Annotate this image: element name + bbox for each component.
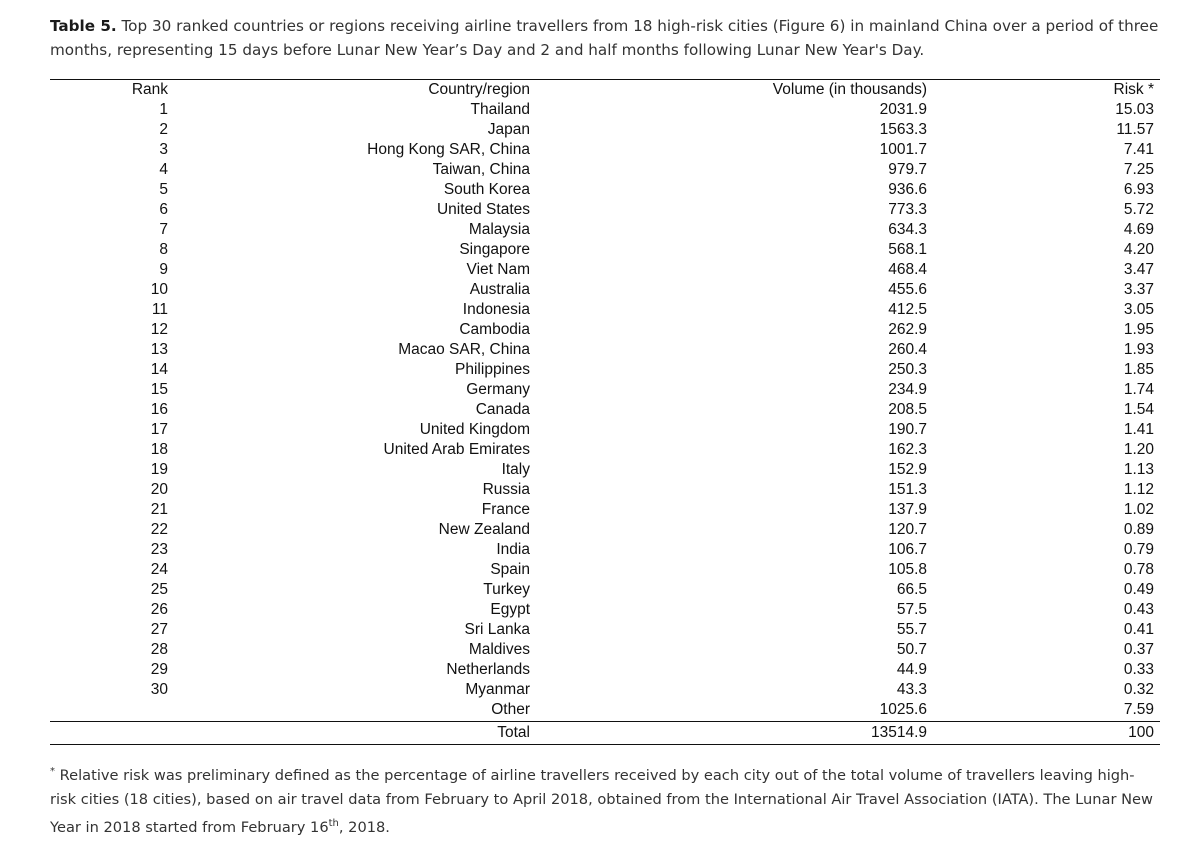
table-row <box>50 220 1160 240</box>
cell-rank: 30 <box>150 681 168 698</box>
caption-text: Top 30 ranked countries or regions receiving airline travellers from 18 high-risk cities (Figure 6) in mainland China over a period of three months, representing 15 days before Lunar New Year’s Day and 2 and half months following Lunar New Year's Day. <box>50 17 1159 59</box>
cell-risk: 3.47 <box>1123 261 1154 278</box>
cell-volume: 57.5 <box>896 601 927 618</box>
cell-country: Viet Nam <box>466 261 530 278</box>
cell-rank: 16 <box>150 401 168 418</box>
cell-country: United States <box>436 201 530 218</box>
cell-rank: 3 <box>159 141 168 158</box>
footnote-text: Relative risk was preliminary defined as the percentage of airline travellers received by each city out of the total volume of travellers leaving high-risk cities (18 cities), based on air travel data from February to April 2018, obtained from the International Air Travel Association (IATA). The Lunar New Year in 2018 started from February 16 <box>50 766 1153 836</box>
cell-country: Cambodia <box>459 321 530 338</box>
cell-rank: 9 <box>159 261 168 278</box>
cell-rank: 6 <box>159 201 168 218</box>
table-row <box>50 100 1160 120</box>
cell-country: Italy <box>501 461 530 478</box>
cell-risk: 0.43 <box>1123 601 1154 618</box>
cell-volume: 936.6 <box>888 181 927 198</box>
cell-volume: 260.4 <box>888 341 927 358</box>
cell-country: Philippines <box>455 361 530 378</box>
cell-country: Canada <box>475 401 530 418</box>
cell-volume: 250.3 <box>888 361 927 378</box>
cell-risk: 0.33 <box>1123 661 1154 678</box>
cell-risk: 7.25 <box>1123 161 1154 178</box>
cell-risk: 0.49 <box>1123 581 1154 598</box>
cell-rank: 14 <box>150 361 168 378</box>
cell-rank: 8 <box>159 241 168 258</box>
table-row <box>50 660 1160 680</box>
cell-rank: 11 <box>151 301 168 318</box>
cell-volume: 162.3 <box>888 441 927 458</box>
cell-volume: 13514.9 <box>870 724 927 741</box>
cell-country: Myanmar <box>465 681 530 698</box>
table-row <box>50 160 1160 180</box>
table-row <box>50 640 1160 660</box>
cell-country: South Korea <box>443 181 530 198</box>
cell-country: Hong Kong SAR, China <box>367 141 530 158</box>
cell-volume: 468.4 <box>888 261 927 278</box>
cell-risk: 11.57 <box>1116 121 1154 138</box>
header-country: Country/region <box>428 81 530 98</box>
cell-volume: 412.5 <box>888 301 927 318</box>
cell-volume: 105.8 <box>888 561 927 578</box>
table-row <box>50 340 1160 360</box>
table-row <box>50 320 1160 340</box>
cell-rank: 25 <box>150 581 168 598</box>
cell-rank: 15 <box>150 381 168 398</box>
cell-risk: 0.41 <box>1123 621 1154 638</box>
cell-country: Australia <box>469 281 530 298</box>
cell-rank: 18 <box>150 441 168 458</box>
cell-volume: 568.1 <box>888 241 927 258</box>
cell-risk: 4.20 <box>1123 241 1154 258</box>
table-row <box>50 380 1160 400</box>
cell-rank: 19 <box>150 461 168 478</box>
cell-rank: 27 <box>150 621 168 638</box>
cell-risk: 1.95 <box>1123 321 1154 338</box>
table-row <box>50 440 1160 460</box>
cell-volume: 1563.3 <box>879 121 927 138</box>
cell-rank: 29 <box>150 661 168 678</box>
table-row <box>50 240 1160 260</box>
table-row <box>50 620 1160 640</box>
cell-volume: 151.3 <box>888 481 927 498</box>
cell-rank: 12 <box>150 321 168 338</box>
cell-country: Taiwan, China <box>432 161 530 178</box>
cell-risk: 0.32 <box>1123 681 1154 698</box>
cell-volume: 190.7 <box>888 421 927 438</box>
footnote-sup: th <box>328 817 339 829</box>
cell-country: Macao SAR, China <box>398 341 530 358</box>
cell-volume: 66.5 <box>896 581 927 598</box>
footnote-text-end: , 2018. <box>338 818 390 836</box>
cell-risk: 6.93 <box>1123 181 1154 198</box>
cell-volume: 208.5 <box>888 401 927 418</box>
cell-risk: 0.89 <box>1123 521 1154 538</box>
cell-rank: 1 <box>159 101 168 118</box>
cell-risk: 100 <box>1128 724 1154 741</box>
caption-label: Table 5. <box>50 17 117 35</box>
cell-rank: 22 <box>150 521 168 538</box>
table-row <box>50 260 1160 280</box>
cell-country: Japan <box>487 121 530 138</box>
cell-rank: 24 <box>150 561 168 578</box>
cell-country: Maldives <box>468 641 530 658</box>
table-row <box>50 360 1160 380</box>
cell-volume: 120.7 <box>888 521 927 538</box>
table-row <box>50 420 1160 440</box>
cell-country: Indonesia <box>462 301 530 318</box>
cell-rank: 4 <box>159 161 168 178</box>
cell-country: Russia <box>482 481 530 498</box>
cell-volume: 44.9 <box>896 661 927 678</box>
cell-risk: 1.93 <box>1123 341 1154 358</box>
cell-volume: 106.7 <box>888 541 927 558</box>
cell-volume: 773.3 <box>888 201 927 218</box>
table-total-row <box>50 723 1160 743</box>
cell-rank: 10 <box>150 281 168 298</box>
cell-volume: 2031.9 <box>879 101 927 118</box>
cell-country: Turkey <box>483 581 530 598</box>
table-row <box>50 500 1160 520</box>
cell-rank: 23 <box>150 541 168 558</box>
header-risk: Risk * <box>1113 81 1154 98</box>
table-row <box>50 700 1160 720</box>
table-row <box>50 520 1160 540</box>
cell-volume: 137.9 <box>888 501 927 518</box>
header-volume: Volume (in thousands) <box>772 81 927 98</box>
cell-volume: 262.9 <box>888 321 927 338</box>
cell-volume: 234.9 <box>888 381 927 398</box>
cell-volume: 43.3 <box>896 681 927 698</box>
cell-risk: 7.41 <box>1123 141 1154 158</box>
cell-rank: 17 <box>150 421 168 438</box>
cell-risk: 1.54 <box>1123 401 1154 418</box>
cell-country: Sri Lanka <box>464 621 530 638</box>
cell-volume: 152.9 <box>888 461 927 478</box>
table-row <box>50 460 1160 480</box>
cell-rank: 7 <box>159 221 168 238</box>
cell-risk: 1.41 <box>1123 421 1154 438</box>
cell-country: Egypt <box>490 601 530 618</box>
cell-risk: 1.74 <box>1123 381 1154 398</box>
cell-country: India <box>496 541 530 558</box>
cell-risk: 0.37 <box>1123 641 1154 658</box>
header-rank: Rank <box>131 81 168 98</box>
cell-risk: 3.05 <box>1123 301 1154 318</box>
table-caption <box>50 14 1160 62</box>
table-row <box>50 600 1160 620</box>
cell-volume: 1025.6 <box>879 701 927 718</box>
cell-country: Total <box>497 724 530 741</box>
cell-country: Malaysia <box>468 221 530 238</box>
cell-risk: 3.37 <box>1123 281 1154 298</box>
cell-volume: 979.7 <box>888 161 927 178</box>
cell-country: Netherlands <box>446 661 530 678</box>
table-row <box>50 560 1160 580</box>
cell-volume: 634.3 <box>888 221 927 238</box>
cell-risk: 4.69 <box>1123 221 1154 238</box>
table-total-rule <box>50 721 1160 722</box>
table-row <box>50 300 1160 320</box>
table-row <box>50 540 1160 560</box>
table-row <box>50 120 1160 140</box>
cell-volume: 455.6 <box>888 281 927 298</box>
cell-rank: 2 <box>159 121 168 138</box>
table-row <box>50 140 1160 160</box>
table-bottom-rule <box>50 744 1160 745</box>
cell-risk: 1.85 <box>1123 361 1154 378</box>
table-row <box>50 400 1160 420</box>
footnote <box>50 760 1160 840</box>
cell-volume: 55.7 <box>896 621 927 638</box>
cell-rank: 13 <box>150 341 168 358</box>
cell-country: New Zealand <box>438 521 530 538</box>
cell-rank: 21 <box>150 501 168 518</box>
cell-rank: 20 <box>150 481 168 498</box>
cell-country: United Kingdom <box>419 421 530 438</box>
table-row <box>50 480 1160 500</box>
cell-risk: 0.79 <box>1123 541 1154 558</box>
table-row <box>50 580 1160 600</box>
cell-risk: 1.13 <box>1123 461 1154 478</box>
cell-country: Germany <box>466 381 530 398</box>
cell-volume: 1001.7 <box>879 141 927 158</box>
cell-risk: 0.78 <box>1123 561 1154 578</box>
cell-risk: 1.12 <box>1123 481 1154 498</box>
cell-country: Thailand <box>470 101 530 118</box>
cell-rank: 28 <box>150 641 168 658</box>
cell-risk: 1.02 <box>1123 501 1154 518</box>
table-row <box>50 200 1160 220</box>
cell-country: United Arab Emirates <box>383 441 530 458</box>
cell-rank: 26 <box>150 601 168 618</box>
cell-volume: 50.7 <box>896 641 927 658</box>
cell-rank: 5 <box>159 181 168 198</box>
cell-country: Spain <box>490 561 530 578</box>
table-row <box>50 680 1160 700</box>
cell-country: Other <box>491 701 530 718</box>
table-row <box>50 180 1160 200</box>
cell-risk: 15.03 <box>1115 101 1154 118</box>
cell-country: Singapore <box>459 241 530 258</box>
cell-risk: 7.59 <box>1123 701 1154 718</box>
table-row <box>50 280 1160 300</box>
cell-risk: 5.72 <box>1123 201 1154 218</box>
table-header-row <box>50 80 1160 100</box>
footnote-marker: * <box>50 766 55 777</box>
cell-country: France <box>481 501 530 518</box>
cell-risk: 1.20 <box>1123 441 1154 458</box>
